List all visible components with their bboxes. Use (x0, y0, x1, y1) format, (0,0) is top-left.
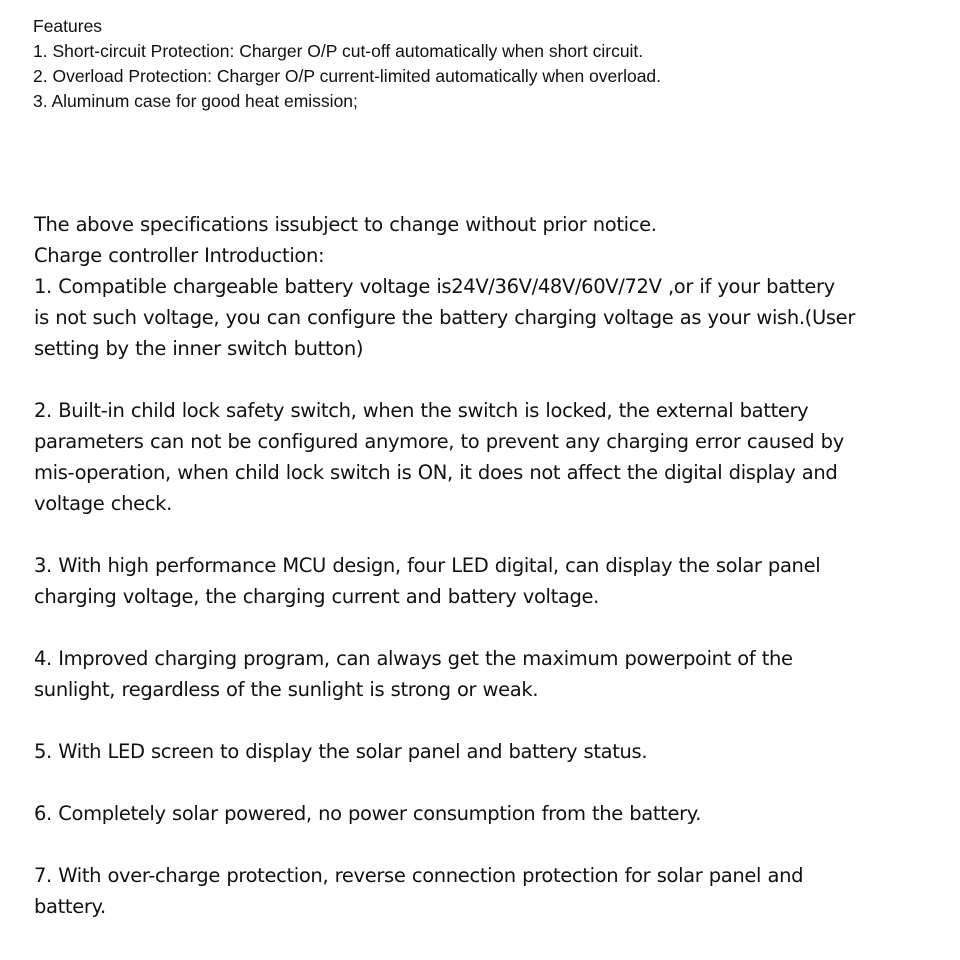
intro-section (34, 209, 946, 953)
features-section (33, 14, 933, 114)
paragraph-line: sunlight, regardless of the sunlight is strong or weak. (34, 678, 539, 701)
paragraph-line: mis-operation, when child lock switch is ON, it does not affect the digital display and (34, 461, 838, 484)
paragraph-line: 3. With high performance MCU design, four LED digital, can display the solar panel (34, 554, 821, 577)
paragraph-line: is not such voltage, you can configure the battery charging voltage as your wish.(User (34, 306, 855, 329)
intro-paragraph-6 (34, 798, 946, 829)
paragraph-line: 7. With over-charge protection, reverse connection protection for solar panel and (34, 864, 804, 887)
paragraph-line: 1. Compatible chargeable battery voltage is24V/36V/48V/60V/72V ,or if your battery (34, 275, 835, 298)
paragraph-line: battery. (34, 895, 106, 918)
paragraph-line: 6. Completely solar powered, no power consumption from the battery. (34, 802, 702, 825)
feature-item: 2. Overload Protection: Charger O/P current-limited automatically when overload. (33, 66, 662, 86)
paragraph-line: 4. Improved charging program, can always get the maximum powerpoint of the (34, 647, 793, 670)
intro-title: Charge controller Introduction: (34, 244, 325, 267)
paragraph-line: voltage check. (34, 492, 172, 515)
features-heading: Features (33, 16, 103, 36)
paragraph-line: parameters can not be configured anymore, to prevent any charging error caused by (34, 430, 844, 453)
paragraph-line: setting by the inner switch button) (34, 337, 364, 360)
intro-paragraph-3 (34, 550, 946, 612)
intro-paragraph-1 (34, 271, 946, 364)
paragraph-line: 5. With LED screen to display the solar panel and battery status. (34, 740, 648, 763)
notice-text: The above specifications issubject to change without prior notice. (34, 213, 657, 236)
paragraph-line: charging voltage, the charging current and battery voltage. (34, 585, 600, 608)
feature-item: 1. Short-circuit Protection: Charger O/P cut-off automatically when short circuit. (33, 41, 644, 61)
intro-paragraph-7 (34, 860, 946, 922)
intro-paragraph-5 (34, 736, 946, 767)
feature-item: 3. Aluminum case for good heat emission; (33, 91, 358, 111)
paragraph-line: 2. Built-in child lock safety switch, when the switch is locked, the external battery (34, 399, 809, 422)
intro-paragraph-4 (34, 643, 946, 705)
intro-paragraph-2 (34, 395, 946, 519)
